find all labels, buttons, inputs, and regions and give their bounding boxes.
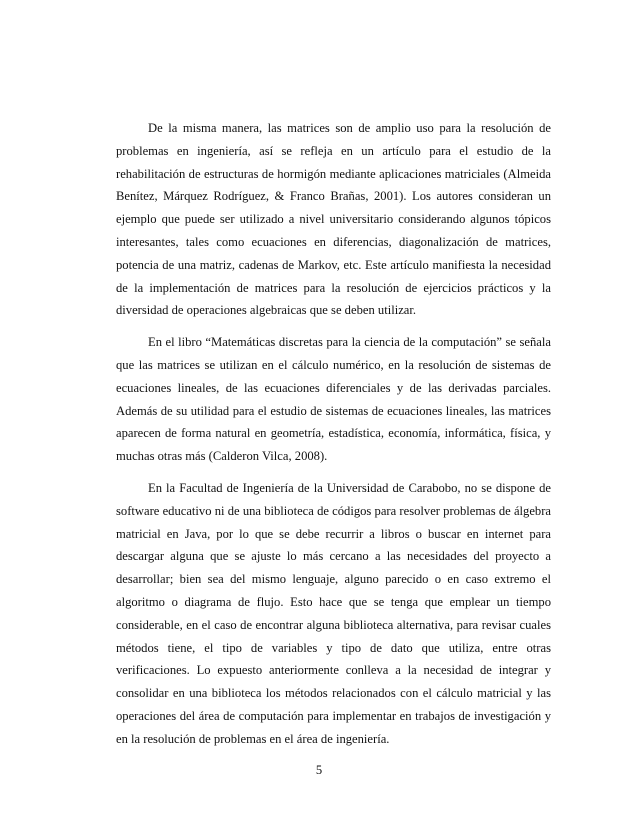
paragraph-discrete-math-book: En el libro “Matemáticas discretas para la ciencia de la computación” se señala que las matrices se utilizan en el cálculo numérico, en la resolución de sistemas de ecuaciones lineales, de las ecuaciones diferenciales y de las derivadas parciales. Además de su utilidad para el estudio de sistemas de ecuaciones lineales, las matrices aparecen de forma natural en geometría, estadística, economía, informática, física, y muchas otras más (Calderon Vilca, 2008). [116, 335, 551, 464]
page-number: 5 [315, 763, 323, 777]
body-text [116, 117, 551, 760]
paragraph-faculty-software: En la Facultad de Ingeniería de la Universidad de Carabobo, no se dispone de software educativo ni de una biblioteca de códigos para resolver problemas de álgebra matricial en Java, por lo que se debe recurrir a libros o buscar en internet para descargar alguna que se ajuste lo más cercano a las necesidades del proyecto a desarrollar; bien sea del mismo lenguaje, alguno parecido o en caso extremo el algoritmo o diagrama de flujo. Esto hace que se tenga que emplear un tiempo considerable, en el caso de encontrar alguna biblioteca alternativa, para revisar cuales métodos tiene, el tipo de variables y tipo de dato que utiliza, entre otras verificaciones. Lo expuesto anteriormente conlleva a la necesidad de integrar y consolidar en una biblioteca los métodos relacionados con el cálculo matricial y las operaciones del área de computación para implementar en trabajos de investigación y en la resolución de problemas en el área de ingeniería. [116, 480, 551, 746]
paragraph-matrices-engineering: De la misma manera, las matrices son de amplio uso para la resolución de problemas en ingeniería, así se refleja en un artículo para el estudio de la rehabilitación de estructuras de hormigón mediante aplicaciones matriciales (Almeida Benítez, Márquez Rodríguez, & Franco Brañas, 2001). Los autores consideran un ejemplo que puede ser utilizado a nivel universitario considerando algunos tópicos interesantes, tales como ecuaciones en diferencias, diagonalización de matrices, potencia de una matriz, cadenas de Markov, etc. Este artículo manifiesta la necesidad de la implementación de matrices para la resolución de ejercicios prácticos y la diversidad de operaciones algebraicas que se deben utilizar. [116, 121, 551, 318]
